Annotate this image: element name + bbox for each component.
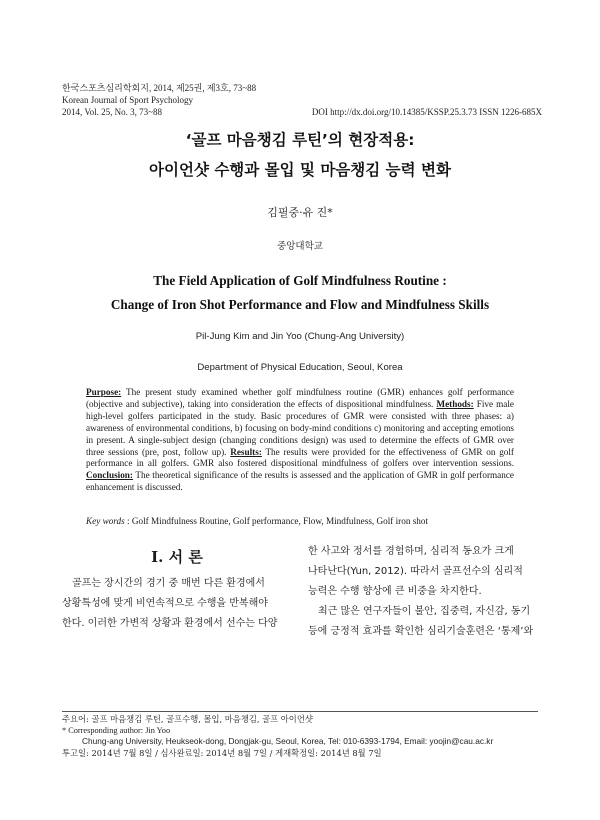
english-affiliation: Department of Physical Education, Seoul, Korea: [197, 362, 403, 373]
body-line: 나타난다(Yun, 2012). 따라서 골프선수의 심리적: [308, 566, 523, 577]
keywords: [86, 516, 514, 526]
journal-volume-info: 2014, Vol. 25, No. 3, 73~88: [62, 107, 163, 117]
body-line: 골프는 장시간의 경기 중 매번 다른 환경에서: [72, 578, 265, 589]
korean-title-line-1: ‘골프 마음챙김 루틴’의 현장적용:: [185, 131, 415, 149]
journal-korean-citation: 한국스포츠심리학회지, 2014, 제25권, 제3호, 73~88: [62, 83, 257, 93]
body-column-right: [308, 542, 538, 642]
korean-title-line-2: 아이언샷 수행과 몰입 및 마음챙김 능력 변화: [149, 161, 451, 179]
abstract-methods-label: Methods:: [436, 398, 474, 409]
korean-authors: 김필중·유 진*: [267, 206, 333, 219]
footnote-corresponding-author: * Corresponding author: Jin Yoo: [62, 726, 171, 736]
journal-volume-row: [62, 106, 542, 118]
abstract-purpose-label: Purpose:: [86, 387, 122, 397]
footnote-divider: [62, 711, 538, 712]
body-line: 한다. 이러한 가변적 상황과 환경에서 선수는 다양: [62, 618, 278, 629]
abstract-conclusion-text: The theoretical significance of the results is assessed and the application of GMR in golf performance enhancement is discussed.: [86, 470, 514, 493]
body-line: 최근 많은 연구자들이 불안, 집중력, 자신감, 동기: [318, 606, 531, 617]
abstract-results-label: Results:: [230, 446, 262, 457]
journal-english-name: Korean Journal of Sport Psychology: [62, 95, 193, 105]
abstract-results-text: The results were provided for the effectiveness of GMR on golf performance in all golfers. GMR also fostered dispositional mindfulness of golfers over intervention sessions.: [86, 446, 514, 469]
english-title-line-1: The Field Application of Golf Mindfulness Routine :: [153, 273, 447, 288]
keywords-text: : Golf Mindfulness Routine, Golf performance, Flow, Mindfulness, Golf iron shot: [124, 516, 429, 526]
abstract-purpose-text: The present study examined whether golf mindfulness routine (GMR) enhances golf performance (objective and subjective), taking into consideration the effects of dispositional mindfulness.: [86, 387, 514, 409]
body-line: 등에 긍정적 효과를 확인한 심리기술훈련은 ‘통제’와: [308, 626, 534, 637]
english-authors: Pil-Jung Kim and Jin Yoo (Chung-Ang University): [195, 331, 405, 342]
body-column-left: [62, 542, 292, 634]
doi-issn: DOI http://dx.doi.org/10.14385/KSSP.25.3.73 ISSN 1226-685X: [311, 107, 542, 117]
abstract-methods-text: Five male high-level golfers participated in the study. Basic procedures of GMR were consisted with three phases: a) awareness of environmental conditions, b) focusing on body-mind conditions c) monitoring and accepting emotions in present. A single-subject design (changing conditions design) was used to determine the effects of GMR over three sessions (pre, post, follow up).: [86, 398, 514, 457]
body-line: 한 사고와 정서를 경험하며, 심리적 동요가 크게: [308, 546, 514, 557]
body-line: 상황특성에 맞게 비연속적으로 수행을 반복해야: [62, 598, 268, 609]
korean-affiliation: 중앙대학교: [277, 241, 323, 252]
keywords-label: Key words: [86, 516, 125, 526]
english-title-line-2: Change of Iron Shot Performance and Flow and Mindfulness Skills: [110, 297, 490, 312]
footnotes: [62, 714, 542, 759]
abstract-conclusion-label: Conclusion:: [86, 470, 133, 481]
footnote-address: Chung-ang University, Heukseok-dong, Dongjak-gu, Seoul, Korea, Tel: 010-6393-1794, Email: yoojin@cau.ac.kr: [82, 736, 494, 747]
section-heading: I. 서 론: [151, 548, 203, 566]
running-head: [62, 82, 542, 118]
footnote-dates: 투고일: 2014년 7월 8일 / 심사완료일: 2014년 8월 7일 / 게재확정일: 2014년 8월 7일: [62, 747, 382, 758]
body-line: 능력은 수행 향상에 큰 비중을 차지한다.: [308, 586, 482, 597]
abstract: [86, 387, 514, 494]
footnote-korean-keywords: 주요어: 골프 마음챙김 루틴, 골프수행, 몰입, 마음챙김, 골프 아이언샷: [62, 714, 313, 724]
